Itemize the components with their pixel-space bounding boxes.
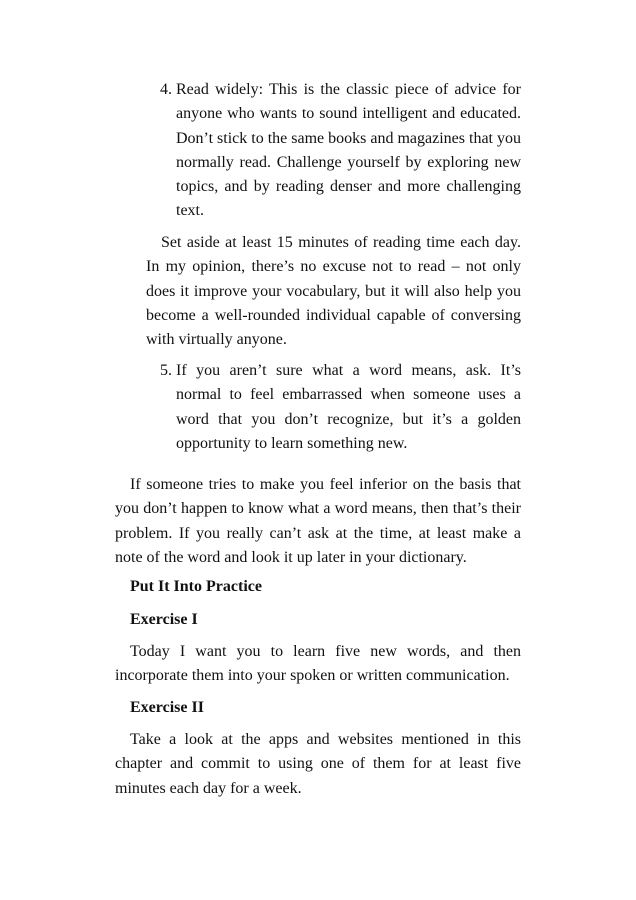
section-heading: Put It Into Practice bbox=[130, 578, 262, 595]
list-item-number: 5. bbox=[160, 362, 172, 379]
inferior-paragraph: If someone tries to make you feel inferior on the basis that you don’t happen to know what a word means, then that’s their problem. If you really can’t ask at the time, at least make a note of the word and look it up later in your dictionary. bbox=[115, 476, 521, 566]
exercise-2-text: Take a look at the apps and websites mentioned in this chapter and commit to using one of them for at least five minutes each day for a week. bbox=[115, 731, 521, 797]
exercise-2-title: Exercise II bbox=[130, 699, 204, 716]
list-item-5 bbox=[160, 359, 521, 456]
list-item-number: 4. bbox=[160, 81, 172, 98]
list-item-text: If you aren’t sure what a word means, ask. It’s normal to feel embarrassed when someone uses a word that you don’t recognize, but it’s a golden opportunity to learn something new. bbox=[176, 362, 521, 452]
list-item-4 bbox=[160, 78, 521, 224]
reading-time-paragraph: Set aside at least 15 minutes of reading time each day. In my opinion, there’s no excuse not to read – not only does it improve your vocabulary, but it will also help you become a well-rounded individual capable of conversing with virtually anyone. bbox=[146, 234, 521, 349]
list-item-text: Read widely: This is the classic piece of advice for anyone who wants to sound intelligent and educated. Don’t stick to the same books and magazines that you normally read. Challenge yourself by exploring new topics, and by reading denser and more challenging text. bbox=[176, 81, 521, 220]
exercise-1-title: Exercise I bbox=[130, 611, 198, 628]
exercise-1-text: Today I want you to learn five new words, and then incorporate them into your spoken or written communication. bbox=[115, 643, 521, 685]
